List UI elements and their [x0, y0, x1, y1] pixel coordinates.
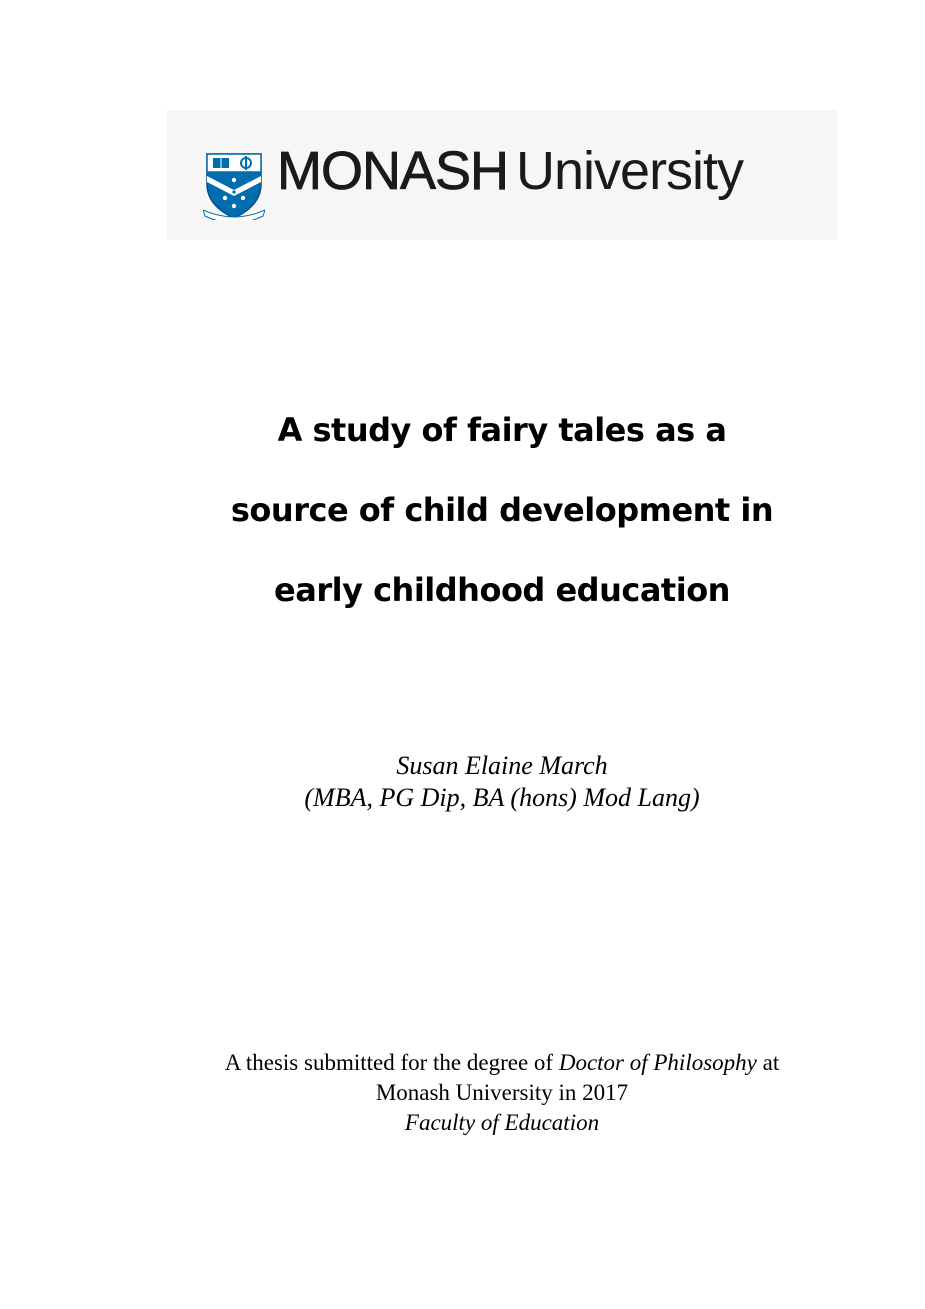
- author-name: Susan Elaine March: [396, 751, 608, 780]
- logo-brand: MONASH: [277, 141, 509, 201]
- thesis-title: [0, 390, 925, 630]
- title-line-1: A study of fairy tales as a: [277, 411, 727, 449]
- university-wordmark: [277, 141, 744, 201]
- university-crest-icon: [203, 150, 265, 220]
- submission-suffix: at: [762, 1050, 780, 1075]
- title-line-3: early childhood education: [274, 571, 730, 609]
- title-line-2: source of child development in: [230, 491, 774, 529]
- faculty-name: Faculty of Education: [404, 1110, 600, 1135]
- submission-prefix: A thesis submitted for the degree of: [224, 1050, 554, 1075]
- author-block: [0, 750, 925, 814]
- logo-sub: University: [516, 141, 744, 201]
- author-credentials: (MBA, PG Dip, BA (hons) Mod Lang): [304, 783, 700, 812]
- degree-name: Doctor of Philosophy: [558, 1050, 757, 1075]
- institution-year: Monash University in 2017: [375, 1080, 629, 1105]
- submission-line-1: [0, 1048, 925, 1078]
- submission-statement: [0, 1048, 925, 1138]
- university-logo: [167, 110, 837, 240]
